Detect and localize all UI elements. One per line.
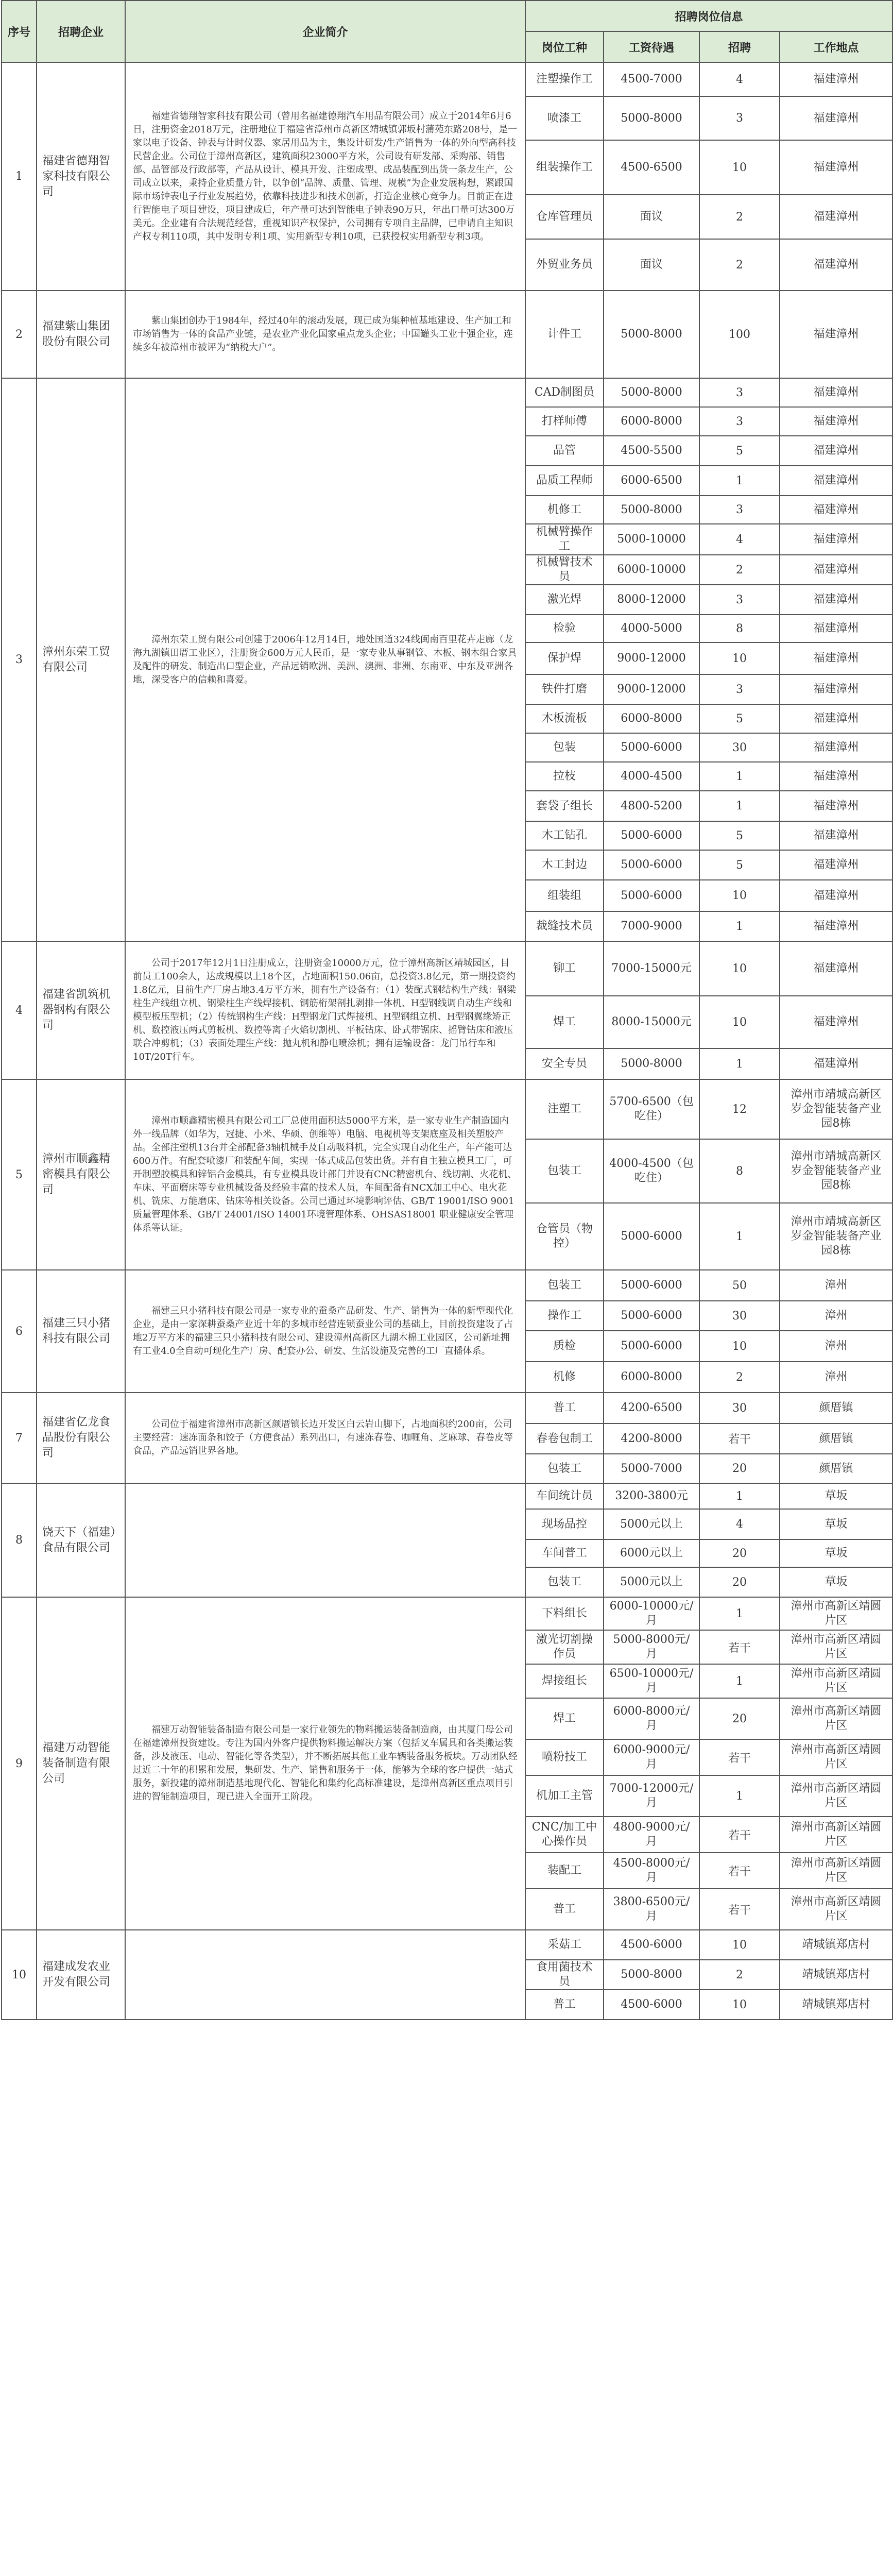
job-title: 铆工 (525, 941, 604, 996)
work-location: 漳州市靖城高新区岁金智能装备产业园8栋 (780, 1079, 892, 1139)
headcount: 若干 (699, 1630, 780, 1664)
job-title: 仓管员（物控） (525, 1203, 604, 1270)
headcount: 10 (699, 880, 780, 911)
salary: 5000-8000 (604, 1960, 699, 1990)
salary: 5000-6000 (604, 850, 699, 880)
headcount: 若干 (699, 1423, 780, 1454)
table-row (2, 1483, 892, 1509)
headcount: 20 (699, 1539, 780, 1567)
headcount: 3 (699, 496, 780, 524)
headcount: 5 (699, 850, 780, 880)
company-number: 5 (2, 1079, 37, 1270)
table-body (2, 62, 892, 2020)
salary: 6000元以上 (604, 1539, 699, 1567)
job-title: 木板流板 (525, 704, 604, 733)
work-location: 漳州市高新区靖圆片区 (780, 1853, 892, 1889)
headcount: 10 (699, 1990, 780, 2020)
salary: 5000-6000 (604, 821, 699, 850)
salary: 6000-8000 (604, 1362, 699, 1393)
company-number: 8 (2, 1483, 37, 1597)
headcount: 2 (699, 239, 780, 291)
headcount: 1 (699, 791, 780, 821)
job-title: 包装工 (525, 1139, 604, 1203)
job-title: 春卷包制工 (525, 1423, 604, 1454)
salary: 6000-10000 (604, 555, 699, 585)
headcount: 若干 (699, 1739, 780, 1775)
salary: 8000-15000元 (604, 996, 699, 1048)
job-title: 包装工 (525, 1454, 604, 1483)
work-location: 福建漳州 (780, 1048, 892, 1079)
salary: 5000-6000 (604, 1203, 699, 1270)
job-title: 焊工 (525, 996, 604, 1048)
job-title: 计件工 (525, 291, 604, 378)
company-number: 7 (2, 1393, 37, 1483)
table-row (2, 941, 892, 996)
work-location: 草坂 (780, 1483, 892, 1509)
table-row (2, 1393, 892, 1423)
work-location: 漳州市高新区靖圆片区 (780, 1698, 892, 1739)
salary: 4000-4500（包吃住） (604, 1139, 699, 1203)
salary: 5000-7000 (604, 1454, 699, 1483)
salary: 5000-6000 (604, 1270, 699, 1301)
salary: 4800-9000元/月 (604, 1817, 699, 1853)
table-row (2, 1930, 892, 1960)
job-title: 包装工 (525, 1567, 604, 1597)
table-row (2, 1597, 892, 1630)
company-name: 福建成发农业开发有限公司 (37, 1930, 125, 2020)
salary: 6000-8000 (604, 407, 699, 436)
salary: 5000-8000 (604, 1048, 699, 1079)
headcount: 20 (699, 1698, 780, 1739)
headcount: 20 (699, 1454, 780, 1483)
salary: 7000-12000元/月 (604, 1775, 699, 1817)
job-title: 操作工 (525, 1301, 604, 1331)
headcount: 30 (699, 1393, 780, 1423)
salary: 4500-8000元/月 (604, 1853, 699, 1889)
job-title: 普工 (525, 1990, 604, 2020)
work-location: 福建漳州 (780, 524, 892, 555)
headcount: 1 (699, 911, 780, 941)
job-title: CAD制图员 (525, 378, 604, 407)
salary: 4500-5500 (604, 436, 699, 466)
job-title: 喷漆工 (525, 96, 604, 140)
header-intro: 企业简介 (125, 1, 525, 62)
headcount: 100 (699, 291, 780, 378)
work-location: 颜厝镇 (780, 1454, 892, 1483)
job-title: 木工封边 (525, 850, 604, 880)
salary: 5000-6000 (604, 733, 699, 762)
salary: 7000-15000元 (604, 941, 699, 996)
job-title: 铁件打磨 (525, 674, 604, 704)
headcount: 2 (699, 555, 780, 585)
job-title: 组装组 (525, 880, 604, 911)
work-location: 漳州 (780, 1270, 892, 1301)
salary: 7000-9000 (604, 911, 699, 941)
job-title: 裁缝技术员 (525, 911, 604, 941)
headcount: 4 (699, 524, 780, 555)
job-title: 激光焊 (525, 585, 604, 615)
job-title: 质检 (525, 1331, 604, 1362)
header-location: 工作地点 (780, 31, 892, 62)
job-title: 注塑操作工 (525, 62, 604, 96)
work-location: 漳州市靖城高新区岁金智能装备产业园8栋 (780, 1139, 892, 1203)
headcount: 5 (699, 704, 780, 733)
headcount: 8 (699, 615, 780, 642)
salary: 4500-6000 (604, 1990, 699, 2020)
salary: 5000-10000 (604, 524, 699, 555)
headcount: 2 (699, 195, 780, 239)
company-name: 福建省德翔智家科技有限公司 (37, 62, 125, 291)
job-title: 套袋子组长 (525, 791, 604, 821)
headcount: 3 (699, 674, 780, 704)
headcount: 20 (699, 1567, 780, 1597)
headcount: 3 (699, 407, 780, 436)
job-title: CNC/加工中心操作员 (525, 1817, 604, 1853)
company-intro (125, 1483, 525, 1597)
work-location: 草坂 (780, 1509, 892, 1539)
company-number: 3 (2, 378, 37, 941)
header-company: 招聘企业 (37, 1, 125, 62)
job-title: 激光切割操作员 (525, 1630, 604, 1664)
job-title: 车间统计员 (525, 1483, 604, 1509)
headcount: 10 (699, 642, 780, 674)
salary: 3800-6500元/月 (604, 1889, 699, 1930)
job-title: 机修 (525, 1362, 604, 1393)
work-location: 福建漳州 (780, 407, 892, 436)
job-title: 注塑工 (525, 1079, 604, 1139)
job-title: 机械臂操作工 (525, 524, 604, 555)
work-location: 颜厝镇 (780, 1393, 892, 1423)
job-title: 木工钻孔 (525, 821, 604, 850)
company-number: 4 (2, 941, 37, 1079)
job-title: 车间普工 (525, 1539, 604, 1567)
work-location: 漳州市高新区靖圆片区 (780, 1630, 892, 1664)
header-count: 招聘 (699, 31, 780, 62)
work-location: 福建漳州 (780, 911, 892, 941)
salary: 6500-10000元/月 (604, 1664, 699, 1698)
work-location: 福建漳州 (780, 762, 892, 791)
company-intro: 漳州东荣工贸有限公司创建于2006年12月14日，地处国道324线闽南百里花卉走廊（龙海九湖镇田厝工业区），注册资金600万元人民币，是一家专业从事钢管、木板、钢木组合家具及配件的研发、制造出口型企业，产品远销欧洲、美洲、澳洲、非洲、东南亚、中东及亚洲各地，深受客户的信赖和喜爱。 (125, 378, 525, 941)
salary: 6000-6500 (604, 466, 699, 496)
work-location: 福建漳州 (780, 585, 892, 615)
salary: 4800-5200 (604, 791, 699, 821)
headcount: 1 (699, 466, 780, 496)
company-name: 福建省凯筑机器钢构有限公司 (37, 941, 125, 1079)
salary: 5000元以上 (604, 1509, 699, 1539)
headcount: 若干 (699, 1853, 780, 1889)
job-title: 装配工 (525, 1853, 604, 1889)
company-number: 2 (2, 291, 37, 378)
headcount: 1 (699, 1775, 780, 1817)
table-row (2, 1270, 892, 1301)
job-title: 下料组长 (525, 1597, 604, 1630)
company-number: 10 (2, 1930, 37, 2020)
headcount: 10 (699, 941, 780, 996)
headcount: 若干 (699, 1817, 780, 1853)
salary: 面议 (604, 195, 699, 239)
table-row (2, 378, 892, 407)
salary: 4000-5000 (604, 615, 699, 642)
work-location: 漳州市靖城高新区岁金智能装备产业园8栋 (780, 1203, 892, 1270)
work-location: 靖城镇郑店村 (780, 1930, 892, 1960)
company-name: 福建三只小猪科技有限公司 (37, 1270, 125, 1393)
header-pay: 工资待遇 (604, 31, 699, 62)
work-location: 漳州 (780, 1301, 892, 1331)
job-title: 现场品控 (525, 1509, 604, 1539)
work-location: 福建漳州 (780, 195, 892, 239)
work-location: 福建漳州 (780, 704, 892, 733)
salary: 5000-8000 (604, 496, 699, 524)
salary: 4500-6000 (604, 1930, 699, 1960)
job-title: 保护焊 (525, 642, 604, 674)
table-row (2, 62, 892, 96)
salary: 4200-8000 (604, 1423, 699, 1454)
salary: 4500-6500 (604, 140, 699, 195)
job-title: 普工 (525, 1889, 604, 1930)
company-intro: 福建万动智能装备制造有限公司是一家行业领先的物料搬运装备制造商，由其厦门母公司在福建漳州投资建设。专注为国内外客户提供物料搬运解决方案（包括叉车属具和各类搬运装备，涉及液压、电动、智能化等各类型），并不断拓展其他工业车辆装备服务板块。万动团队经过近二十年的积累和发展，集研发、生产、销售和服务于一体，能够为全球的客户提供一站式服务，新投建的漳州制造基地现代化、智能化和集约化高标准建设，是漳州高新区重点项目引进的智能制造项目，现已进入全面开工阶段。 (125, 1597, 525, 1930)
job-title: 包装 (525, 733, 604, 762)
headcount: 10 (699, 1331, 780, 1362)
salary: 6000-8000元/月 (604, 1698, 699, 1739)
work-location: 福建漳州 (780, 378, 892, 407)
job-title: 检验 (525, 615, 604, 642)
job-title: 焊工 (525, 1698, 604, 1739)
job-title: 品管 (525, 436, 604, 466)
headcount: 3 (699, 378, 780, 407)
job-title: 组装操作工 (525, 140, 604, 195)
work-location: 漳州市高新区靖圆片区 (780, 1889, 892, 1930)
company-intro: 公司于2017年12月1日注册成立，注册资金10000万元，位于漳州高新区靖城园区，目前员工100余人，达成规模以上18个区，占地面积150.06亩，总投资3.8亿元，第一期投资约1.8亿元，目前生产厂房占地3.4万平方米，拥有生产设备有：（1）装配式钢结构生产线：钢梁柱生产线组立机、钢梁柱生产线焊接机、钢筋桁架剖扎剥排一体机、H型钢线调自动生产线和模型板压型机；（2）传统钢构生产线：H型钢龙门式焊接机、H型钢组立机、H型钢翼缘矫正机、数控液压两式剪板机、数控等离子火焰切割机、平板钻床、卧式带锯床、摇臂钻床和液压联合冲剪机；（3）表面处理生产线：抛丸机和静电喷涂机；拥有运输设备：龙门吊行车和10T/20T行车。 (125, 941, 525, 1079)
work-location: 福建漳州 (780, 62, 892, 96)
table-row (2, 1079, 892, 1139)
work-location: 漳州 (780, 1362, 892, 1393)
salary: 4500-7000 (604, 62, 699, 96)
job-title: 焊接组长 (525, 1664, 604, 1698)
headcount: 50 (699, 1270, 780, 1301)
headcount: 5 (699, 436, 780, 466)
headcount: 10 (699, 140, 780, 195)
salary: 5000-8000 (604, 96, 699, 140)
job-title: 拉枝 (525, 762, 604, 791)
company-name: 漳州东荣工贸有限公司 (37, 378, 125, 941)
headcount: 3 (699, 96, 780, 140)
headcount: 若干 (699, 1889, 780, 1930)
job-title: 喷粉技工 (525, 1739, 604, 1775)
work-location: 漳州市高新区靖圆片区 (780, 1664, 892, 1698)
headcount: 1 (699, 1483, 780, 1509)
work-location: 福建漳州 (780, 96, 892, 140)
job-title: 仓库管理员 (525, 195, 604, 239)
work-location: 福建漳州 (780, 239, 892, 291)
company-intro (125, 1930, 525, 2020)
work-location: 漳州市高新区靖圆片区 (780, 1597, 892, 1630)
headcount: 5 (699, 821, 780, 850)
headcount: 1 (699, 1597, 780, 1630)
work-location: 靖城镇郑店村 (780, 1990, 892, 2020)
headcount: 12 (699, 1079, 780, 1139)
job-title: 打样师傅 (525, 407, 604, 436)
work-location: 福建漳州 (780, 733, 892, 762)
headcount: 1 (699, 1203, 780, 1270)
work-location: 漳州 (780, 1331, 892, 1362)
salary: 6000-9000元/月 (604, 1739, 699, 1775)
salary: 5000-6000 (604, 1301, 699, 1331)
work-location: 福建漳州 (780, 996, 892, 1048)
work-location: 福建漳州 (780, 850, 892, 880)
salary: 3200-3800元 (604, 1483, 699, 1509)
work-location: 福建漳州 (780, 791, 892, 821)
job-title: 食用菌技术员 (525, 1960, 604, 1990)
work-location: 福建漳州 (780, 496, 892, 524)
work-location: 福建漳州 (780, 555, 892, 585)
work-location: 福建漳州 (780, 466, 892, 496)
headcount: 3 (699, 585, 780, 615)
work-location: 靖城镇郑店村 (780, 1960, 892, 1990)
company-intro: 福建三只小猪科技有限公司是一家专业的蚕桑产品研发、生产、销售为一体的新型现代化企业，是由一家深耕蚕桑产业近十年的多城市经营连锁蚕业公司的基础上，目前投资建设了占地2万平方米的福建三只小猪科技有限公司、建设漳州高新区九湖木棉工业园区，公司新址拥有工业4.0全自动可现化生产厂房、配套办公、研发、生活设施及完善的工厂直播体系。 (125, 1270, 525, 1393)
salary: 5000-8000 (604, 378, 699, 407)
salary: 6000-8000 (604, 704, 699, 733)
work-location: 漳州市高新区靖圆片区 (780, 1817, 892, 1853)
headcount: 10 (699, 996, 780, 1048)
salary: 4000-4500 (604, 762, 699, 791)
salary: 6000-10000元/月 (604, 1597, 699, 1630)
salary: 8000-12000 (604, 585, 699, 615)
salary: 面议 (604, 239, 699, 291)
company-intro: 紫山集团创办于1984年，经过40年的滚动发展，现已成为集种植基地建设、生产加工和市场销售为一体的食品产业链，是农业产业化国家重点龙头企业；中国罐头工业十强企业，连续多年被漳州市被评为“纳税大户”。 (125, 291, 525, 378)
company-intro: 公司位于福建省漳州市高新区颜厝镇长边开发区白云岩山脚下，占地面积约200亩，公司主要经营：速冻面条和饺子（方便食品）系列出口，有速冻春卷、咖喱角、芝麻球、春卷皮等食品，产品远销世界各地。 (125, 1393, 525, 1483)
header-job: 岗位工种 (525, 31, 604, 62)
company-name: 漳州市顺鑫精密模具有限公司 (37, 1079, 125, 1270)
header-no: 序号 (2, 1, 37, 62)
headcount: 4 (699, 62, 780, 96)
salary: 5000-6000 (604, 880, 699, 911)
work-location: 福建漳州 (780, 941, 892, 996)
headcount: 10 (699, 1930, 780, 1960)
headcount: 4 (699, 1509, 780, 1539)
salary: 5000-8000 (604, 291, 699, 378)
job-title: 外贸业务员 (525, 239, 604, 291)
salary: 9000-12000 (604, 674, 699, 704)
job-title: 机加工主管 (525, 1775, 604, 1817)
salary: 9000-12000 (604, 642, 699, 674)
headcount: 8 (699, 1139, 780, 1203)
salary: 5700-6500（包吃住） (604, 1079, 699, 1139)
company-number: 6 (2, 1270, 37, 1393)
headcount: 2 (699, 1362, 780, 1393)
job-title: 机修工 (525, 496, 604, 524)
company-name: 福建省亿龙食品股份有限公司 (37, 1393, 125, 1483)
salary: 5000-8000元/月 (604, 1630, 699, 1664)
job-title: 采菇工 (525, 1930, 604, 1960)
headcount: 30 (699, 1301, 780, 1331)
job-title: 品质工程师 (525, 466, 604, 496)
job-title: 机械臂技术员 (525, 555, 604, 585)
headcount: 1 (699, 1664, 780, 1698)
company-number: 9 (2, 1597, 37, 1930)
work-location: 草坂 (780, 1567, 892, 1597)
work-location: 福建漳州 (780, 436, 892, 466)
recruitment-table (1, 0, 893, 2020)
work-location: 福建漳州 (780, 291, 892, 378)
work-location: 福建漳州 (780, 642, 892, 674)
salary: 5000元以上 (604, 1567, 699, 1597)
company-number: 1 (2, 62, 37, 291)
job-title: 普工 (525, 1393, 604, 1423)
work-location: 颜厝镇 (780, 1423, 892, 1454)
headcount: 1 (699, 1048, 780, 1079)
work-location: 草坂 (780, 1539, 892, 1567)
work-location: 漳州市高新区靖圆片区 (780, 1739, 892, 1775)
work-location: 福建漳州 (780, 140, 892, 195)
header-job-info: 招聘岗位信息 (525, 1, 892, 31)
work-location: 福建漳州 (780, 880, 892, 911)
job-title: 安全专员 (525, 1048, 604, 1079)
job-title: 包装工 (525, 1270, 604, 1301)
company-intro: 漳州市顺鑫精密模具有限公司工厂总使用面积达5000平方米，是一家专业生产制造国内外一线品牌（如华为，冠捷、小米、华硕、创维等）电脑、电视机等支架底座及相关塑胶产品。全部注塑机13台并全部配备3轴机械手及自动吸料机，完全实现自动化生产，年产能可达600万件。有配套喷漆厂和装配车间，实现一体式成品包装出货。并有自主独立模具工厂，可开制塑胶模具和锌铝合金模具，有专业模具设计部门并设有CNC精密机台、线切割、火花机、车床、平面磨床等专业机械设备及经验丰富的技术人员，车间配备有NCX加工中心、电火花机、铣床、万能磨床、钻床等相关设备。公司已通过环境影响评估、GB/T 19001/ISO 9001质量管理体系、GB/T 24001/ISO 14001环境管理体系、OHSAS18001 职业健康安全管理体系等认证。 (125, 1079, 525, 1270)
table-row (2, 291, 892, 378)
company-name: 福建万动智能装备制造有限公司 (37, 1597, 125, 1930)
company-intro: 福建省德翔智家科技有限公司（曾用名福建德翔汽车用品有限公司）成立于2014年6月6日，注册资金2018万元，注册地位于福建省漳州市高新区靖城镇郭坂村蒲苑东路208号，是一家以电子设备、钟表与计时仪器、家居用品为主，集设计研发/生产销售为一体的外向型高科技民营企业。公司位于漳州高新区，建筑面积23000平方米，公司设有研发部、采购部、销售部、品管部及行政部等，产品从设计、模具开发、注塑成型、成品装配到出货一条龙生产，公司成立以来，秉持企业质量方针，以争创“品牌、质量、管理、规模”为企业发展构想，紧跟国际市场钟表电子行业发展趋势，依靠科技进步和技术创新，打造企业核心竞争力。目前正在进行智能电子项目建设，项目建成后，年产量可达到智能电子钟表90万只，年出口量可达300万美元。企业建有合法规范经营，重视知识产权保护，公司拥有专项自主品牌，已申请自主知识产权专利110项，其中发明专利1项、实用新型专利10项，已获授权实用新型专利3项。 (125, 62, 525, 291)
company-name: 饶天下（福建）食品有限公司 (37, 1483, 125, 1597)
headcount: 30 (699, 733, 780, 762)
work-location: 福建漳州 (780, 615, 892, 642)
salary: 5000-6000 (604, 1331, 699, 1362)
headcount: 2 (699, 1960, 780, 1990)
work-location: 福建漳州 (780, 821, 892, 850)
work-location: 漳州市高新区靖圆片区 (780, 1775, 892, 1817)
headcount: 1 (699, 762, 780, 791)
work-location: 福建漳州 (780, 674, 892, 704)
company-name: 福建紫山集团股份有限公司 (37, 291, 125, 378)
salary: 4200-6500 (604, 1393, 699, 1423)
